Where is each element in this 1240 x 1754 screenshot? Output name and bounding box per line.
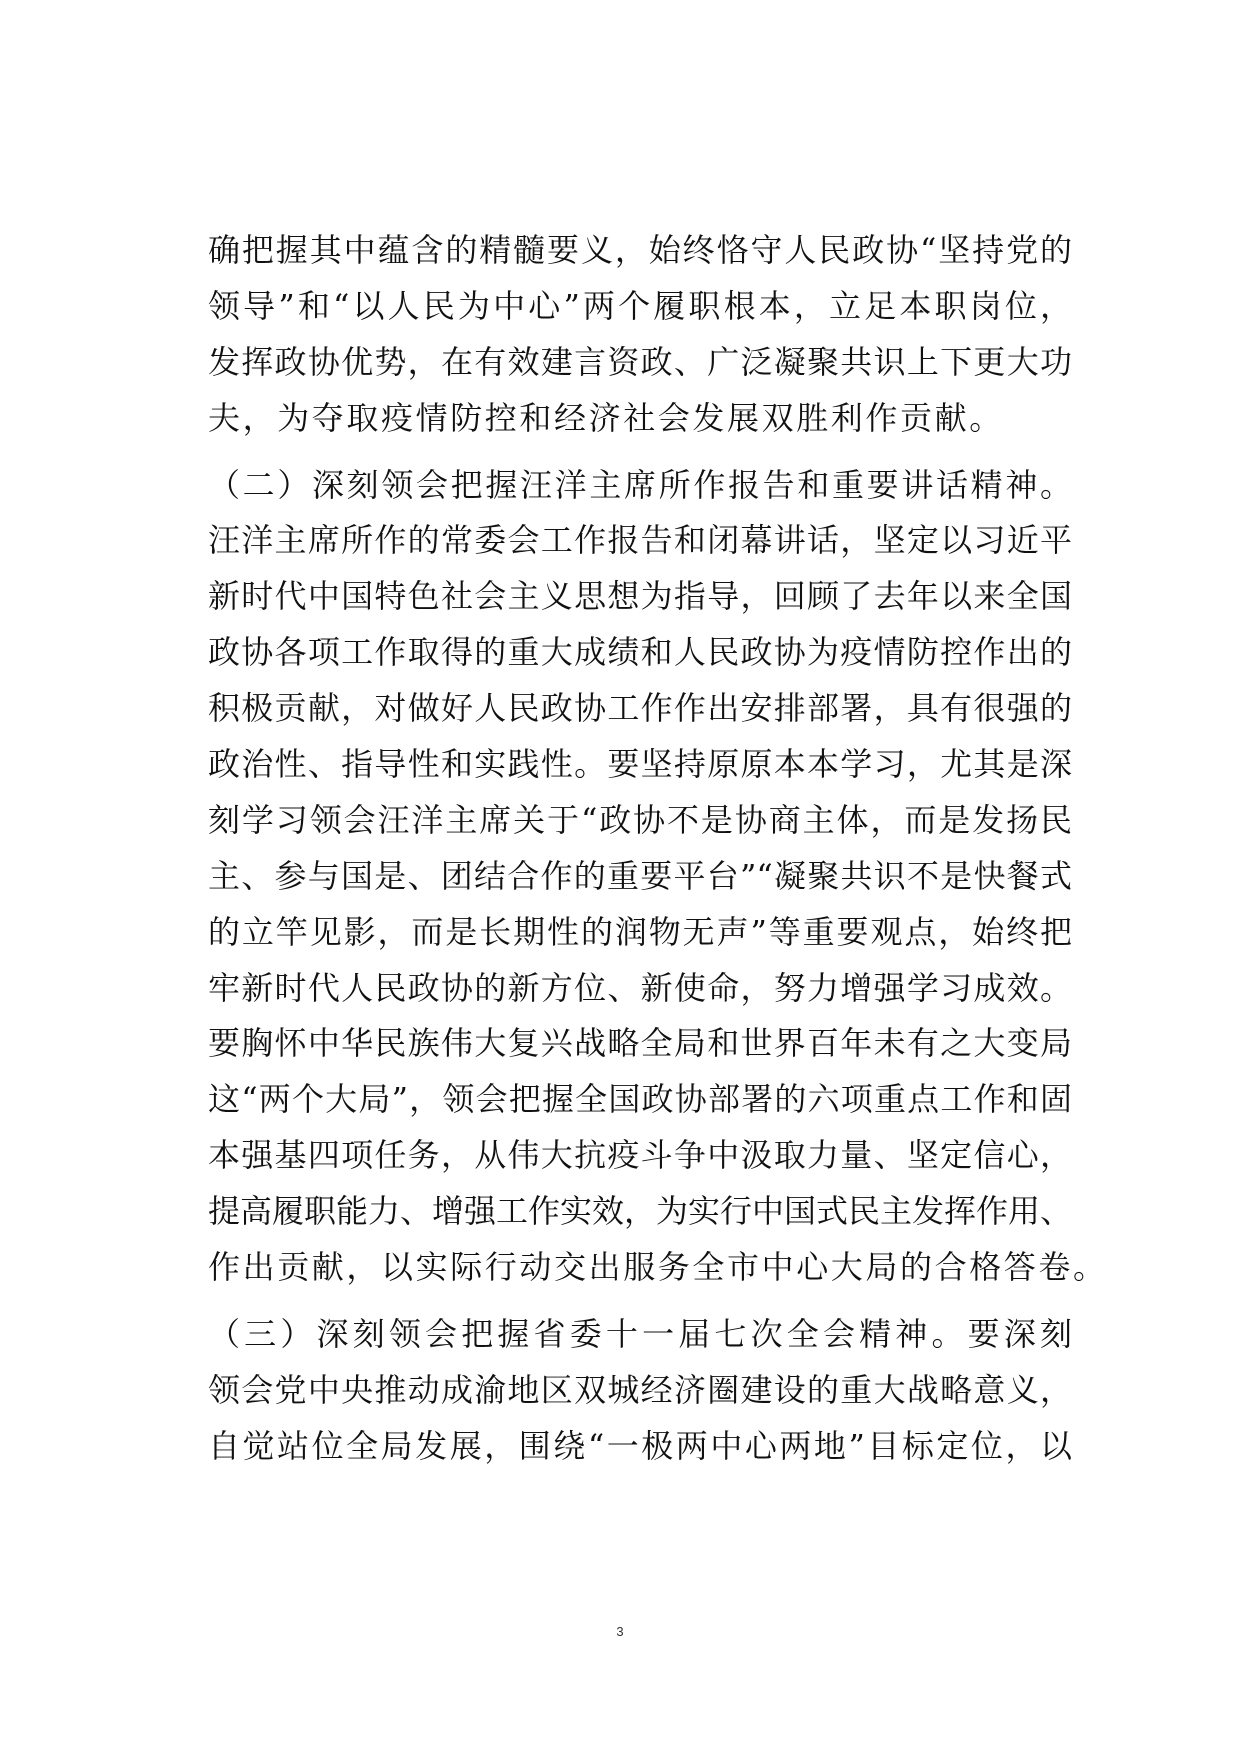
text-line: 领导”和“以人民为中心”两个履职根本，立足本职岗位， [208, 286, 1072, 325]
text-line: 这“两个大局”，领会把握全国政协部署的六项重点工作和固 [208, 1080, 1072, 1119]
text-line: 牢新时代人民政协的新方位、新使命，努力增强学习成效。 [208, 968, 1072, 1007]
text-line: （三）深刻领会把握省委十一届七次全会精神。要深刻 [208, 1314, 1072, 1353]
paragraph [208, 1307, 1072, 1475]
page-number: 3 [616, 1624, 624, 1639]
text-line: 刻学习领会汪洋主席关于“政协不是协商主体，而是发扬民 [208, 800, 1072, 839]
text-line: 积极贡献，对做好人民政协工作作出安排部署，具有很强的 [208, 689, 1072, 728]
text-line: 主、参与国是、团结合作的重要平台”“凝聚共识不是快餐式 [208, 856, 1072, 895]
text-line: 领会党中央推动成渝地区双城经济圈建设的重大战略意义， [208, 1370, 1072, 1409]
text-line: 确把握其中蕴含的精髓要义，始终恪守人民政协“坚持党的 [208, 231, 1072, 269]
text-line: 夫，为夺取疫情防控和经济社会发展双胜利作贡献。 [208, 398, 1004, 437]
text-line: 作出贡献，以实际行动交出服务全市中心大局的合格答卷。 [208, 1248, 1108, 1287]
text-line: （二）深刻领会把握汪洋主席所作报告和重要讲话精神。 [208, 465, 1072, 504]
text-line: 政协各项工作取得的重大成绩和人民政协为疫情防控作出的 [208, 633, 1072, 672]
text-line: 要胸怀中华民族伟大复兴战略全局和世界百年未有之大变局 [208, 1024, 1072, 1063]
paragraph [208, 458, 1108, 1296]
text-line: 政治性、指导性和实践性。要坚持原原本本学习，尤其是深 [208, 745, 1072, 784]
text-line: 发挥政协优势，在有效建言资政、广泛凝聚共识上下更大功 [208, 342, 1072, 381]
text-line: 的立竿见影，而是长期性的润物无声”等重要观点，始终把 [208, 912, 1072, 951]
text-line: 提高履职能力、增强工作实效，为实行中国式民主发挥作用、 [208, 1192, 1073, 1231]
paragraph [208, 223, 1072, 447]
paragraph-spacing [208, 1296, 1072, 1307]
text-line: 本强基四项任务，从伟大抗疫斗争中汲取力量、坚定信心， [208, 1136, 1072, 1175]
text-line: 自觉站位全局发展，围绕“一极两中心两地”目标定位，以 [208, 1426, 1072, 1465]
paragraph-spacing [208, 447, 1072, 458]
text-line: 汪洋主席所作的常委会工作报告和闭幕讲话，坚定以习近平 [208, 521, 1072, 560]
body-text [208, 223, 1108, 1475]
text-line: 新时代中国特色社会主义思想为指导，回顾了去年以来全国 [208, 577, 1072, 616]
